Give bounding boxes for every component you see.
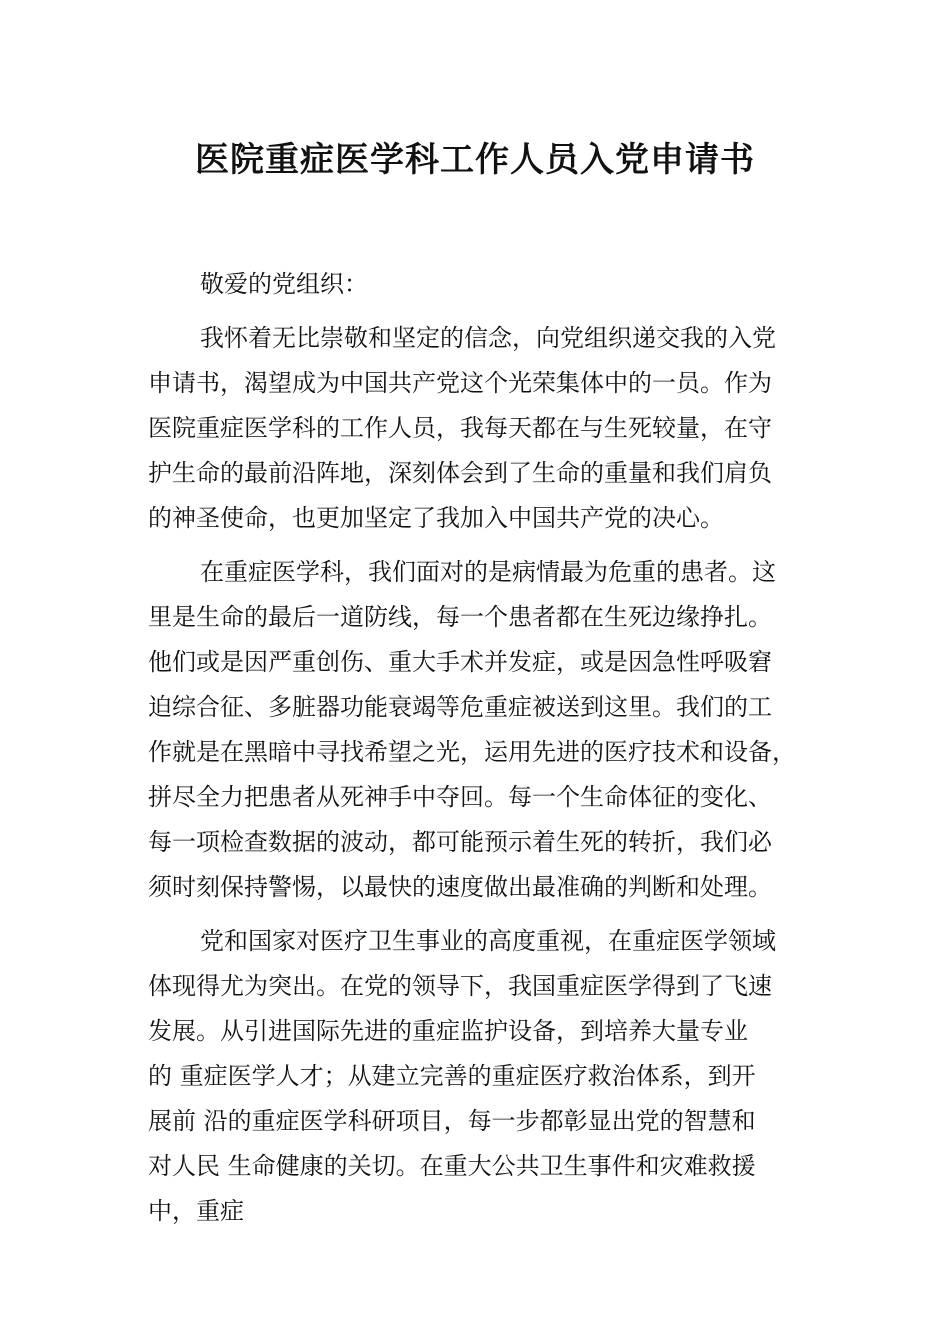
paragraph-line: 对人民 生命健康的关切。在重大公共卫生事件和灾难救援 [148, 1152, 756, 1180]
paragraph-line: 体现得尤为突出。在党的领导下，我国重症医学得到了飞速 [148, 972, 772, 1000]
paragraph-line: 作就是在黑暗中寻找希望之光，运用先进的医疗技术和设备， [148, 738, 796, 766]
paragraph-line: 里是生命的最后一道防线，每一个患者都在生死边缘挣扎。 [148, 603, 772, 631]
paragraph-line: 拼尽全力把患者从死神手中夺回。每一个生命体征的变化、 [148, 783, 772, 811]
paragraph-line: 须时刻保持警惕，以最快的速度做出最准确的判断和处理。 [148, 873, 772, 901]
paragraph-line: 他们或是因严重创伤、重大手术并发症，或是因急性呼吸窘 [148, 648, 772, 676]
paragraph-line: 展前 沿的重症医学科研项目，每一步都彰显出党的智慧和 [148, 1107, 756, 1135]
paragraph-line: 的 重症医学人才；从建立完善的重症医疗救治体系，到开 [148, 1062, 756, 1090]
paragraph-3 [148, 919, 820, 1234]
paragraph-line: 党和国家对医疗卫生事业的高度重视，在重症医学领域 [200, 927, 776, 955]
document-body [148, 262, 820, 1234]
paragraph-line: 迫综合征、多脏器功能衰竭等危重症被送到这里。我们的工 [148, 693, 772, 721]
paragraph-1 [148, 316, 820, 541]
paragraph-line: 医院重症医学科的工作人员，我每天都在与生死较量，在守 [148, 414, 772, 442]
paragraph-line: 发展。从引进国际先进的重症监护设备，到培养大量专业 [148, 1017, 748, 1045]
paragraph-line: 申请书，渴望成为中国共产党这个光荣集体中的一员。作为 [148, 369, 772, 397]
paragraph-line: 我怀着无比崇敬和坚定的信念，向党组织递交我的入党 [200, 324, 776, 352]
paragraph-line: 每一项检查数据的波动，都可能预示着生死的转折，我们必 [148, 828, 772, 856]
paragraph-line: 护生命的最前沿阵地，深刻体会到了生命的重量和我们肩负 [148, 459, 772, 487]
document-title: 医院重症医学科工作人员入党申请书 [195, 140, 755, 180]
paragraph-2 [148, 550, 820, 910]
paragraph-line: 在重症医学科，我们面对的是病情最为危重的患者。这 [200, 558, 776, 586]
salutation: 敬爱的党组织： [200, 270, 368, 298]
paragraph-line: 中，重症 [148, 1197, 244, 1225]
paragraph-line: 的神圣使命，也更加坚定了我加入中国共产党的决心。 [148, 504, 724, 532]
